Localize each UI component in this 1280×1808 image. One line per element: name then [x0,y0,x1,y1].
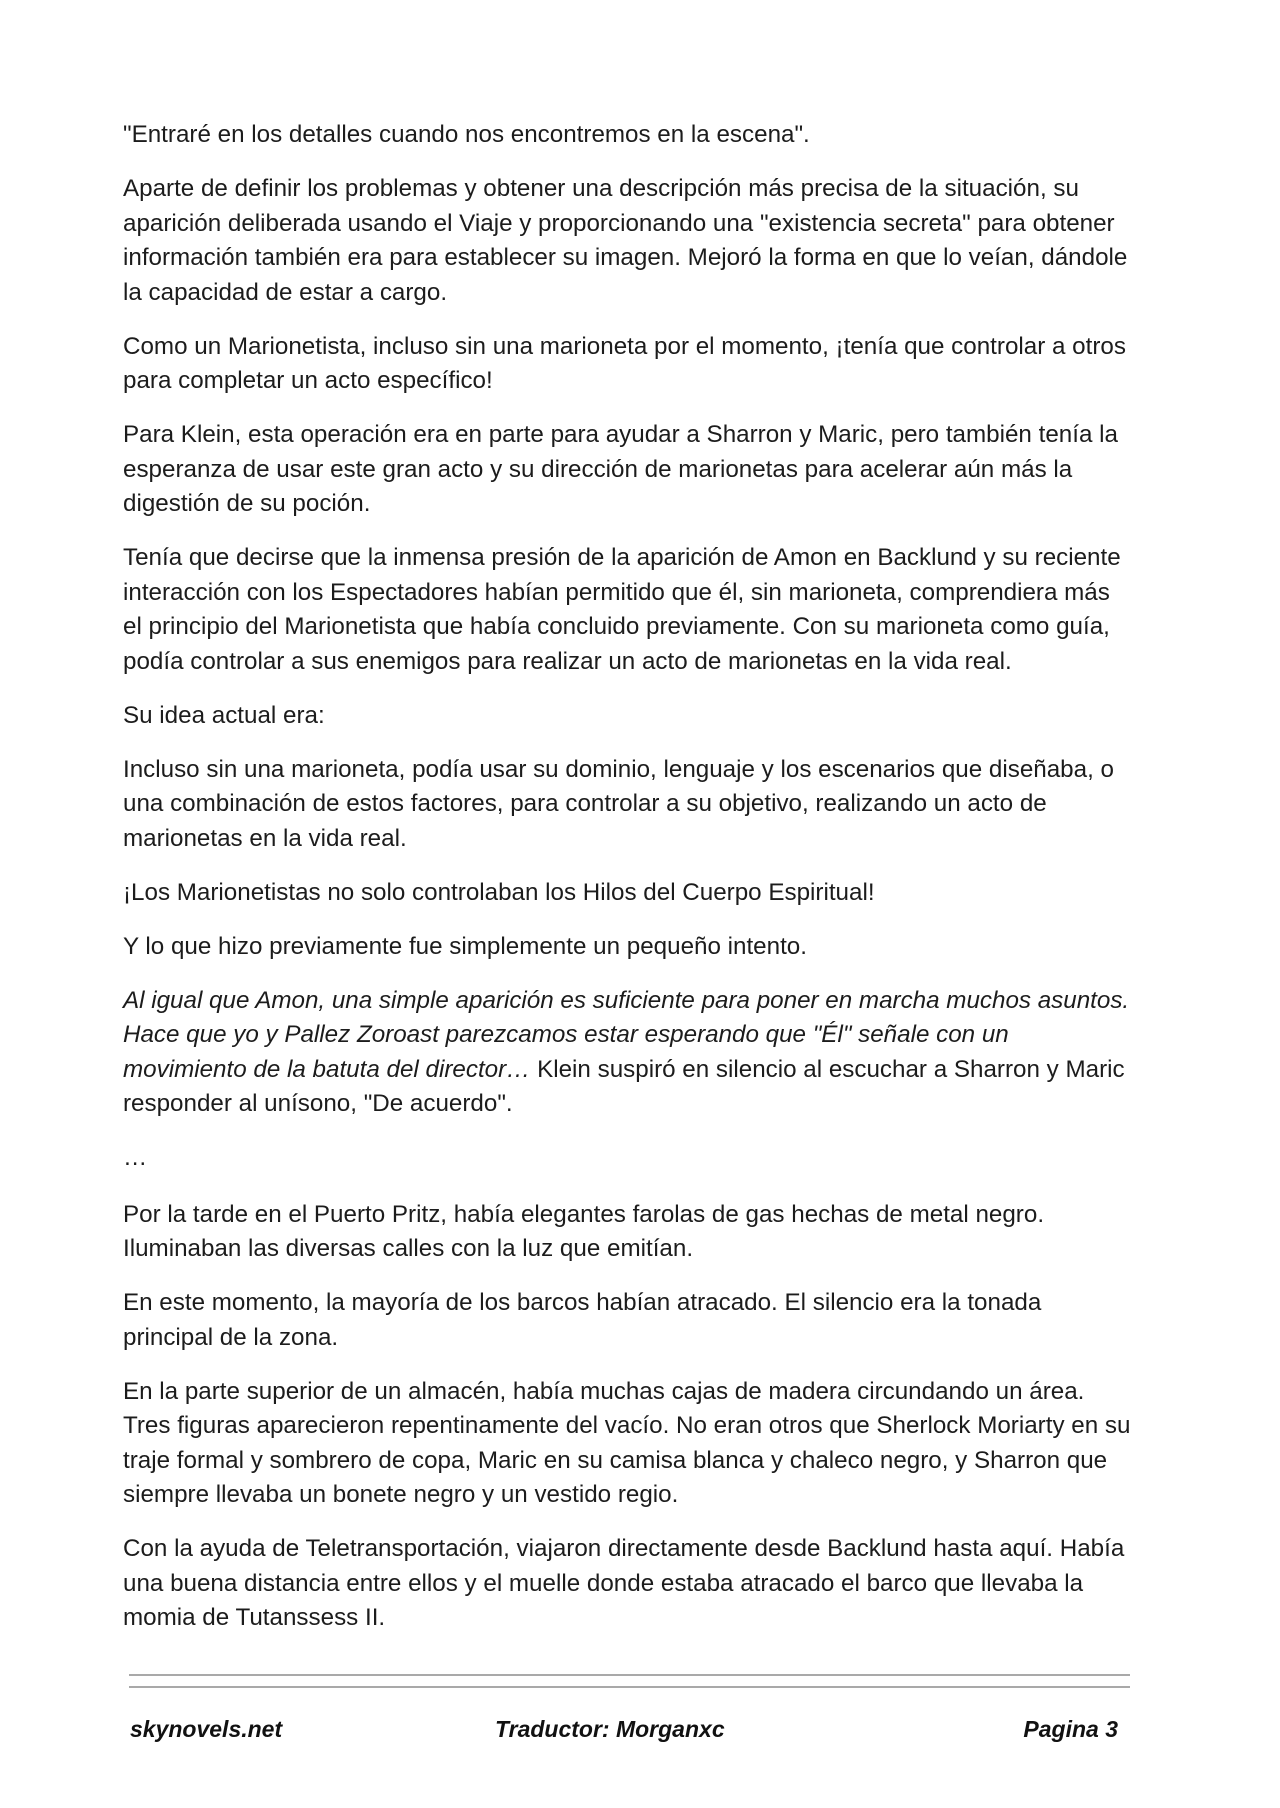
footer-site: skynovels.net [130,1716,283,1742]
narration: Klein suspiró en silencio al escuchar a Sharron y Maric responder al unísono, "De acuerdo". [123,1055,1125,1117]
paragraph: Con la ayuda de Teletransportación, viajaron directamente desde Backlund hasta aquí. Había una buena distancia entre ellos y el muelle donde estaba atracado el barco que llevaba la momia de Tutanssess II. [123,1535,1125,1631]
paragraph: Para Klein, esta operación era en parte para ayudar a Sharron y Maric, pero también tenía la esperanza de usar este gran acto y su dirección de marionetas para acelerar aún más la digestión de su poción. [123,421,1118,517]
paragraph: Por la tarde en el Puerto Pritz, había elegantes farolas de gas hechas de metal negro. Iluminaban las diversas calles con la luz que emitían. [123,1200,1045,1262]
paragraph: En la parte superior de un almacén, había muchas cajas de madera circundando un área. Tres figuras aparecieron repentinamente del vacío. No eran otros que Sherlock Moriarty en su traje formal y sombrero de copa, Maric en su camisa blanca y chaleco negro, y Sharron que siempre llevaba un bonete negro y un vestido regio. [123,1377,1131,1508]
footer-page-number: Pagina 3 [1023,1716,1118,1742]
paragraph: "Entraré en los detalles cuando nos encontremos en la escena". [123,121,810,148]
footer-translator: Traductor: Morganxc [495,1716,725,1742]
footer-divider-bottom [129,1686,1130,1688]
thought-paragraph [123,984,1133,1122]
paragraph: Su idea actual era: [123,701,325,729]
paragraph: Incluso sin una marioneta, podía usar su dominio, lenguaje y los escenarios que diseñaba, o una combinación de estos factores, para controlar a su objetivo, realizando un acto de marionetas en la vida real. [123,755,1114,852]
scene-separator: … [123,1144,148,1171]
paragraph: Aparte de definir los problemas y obtener una descripción más precisa de la situación, su aparición deliberada usando el Viaje y proporcionando una "existencia secreta" para obtener información también era para establecer su imagen. Mejoró la forma en que lo veían, dándole la capacidad de estar a cargo. [123,175,1128,306]
paragraph: Tenía que decirse que la inmensa presión de la aparición de Amon en Backlund y su reciente interacción con los Espectadores habían permitido que él, sin marioneta, comprendiera más el principio del Marionetista que había concluido previamente. Con su marioneta como guía, podía controlar a sus enemigos para realizar un acto de marionetas en la vida real. [123,544,1121,675]
paragraph: Y lo que hizo previamente fue simplemente un pequeño intento. [123,932,807,960]
paragraph: Como un Marionetista, incluso sin una marioneta por el momento, ¡tenía que controlar a otros para completar un acto específico! [123,332,1126,394]
italic-thought: Al igual que Amon, una simple aparición es suficiente para poner en marcha muchos asuntos. Hace que yo y Pallez Zoroast parezcamos estar esperando que "Él" señale con un movimiento de la batuta del director… [123,986,1130,1083]
body-text [123,118,1133,1655]
footer-divider-top [129,1674,1130,1676]
paragraph: ¡Los Marionetistas no solo controlaban los Hilos del Cuerpo Espiritual! [123,878,875,906]
paragraph: En este momento, la mayoría de los barcos habían atracado. El silencio era la tonada principal de la zona. [123,1289,1042,1351]
